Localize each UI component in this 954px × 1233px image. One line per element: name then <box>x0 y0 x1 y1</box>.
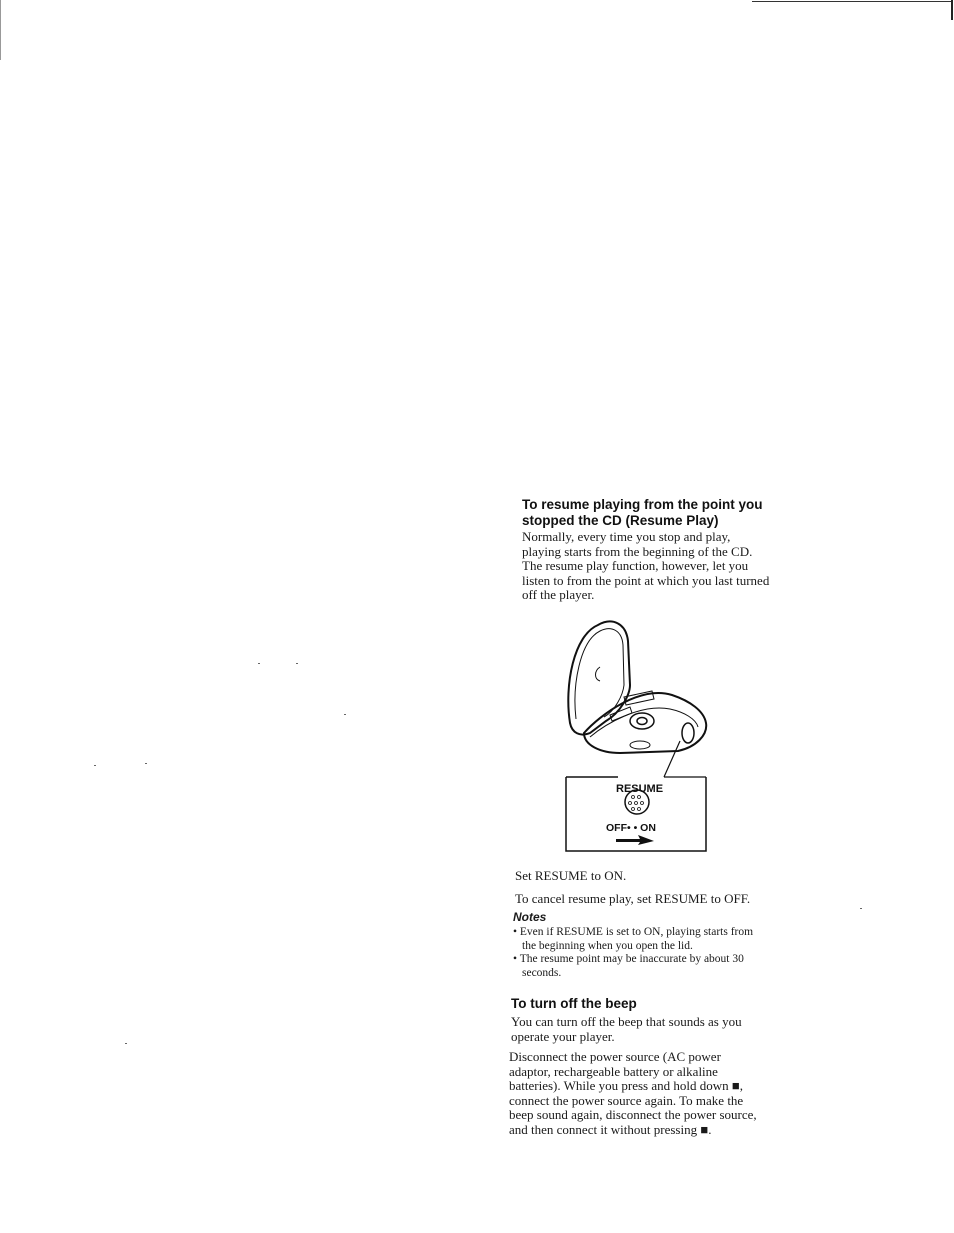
resume-play-description: Normally, every time you stop and play, playing starts from the beginning of the CD. The resume play function, however, let you listen to from the point at which you last turned off the player. <box>522 529 770 602</box>
scan-speck <box>94 765 96 766</box>
cancel-resume-instruction: To cancel resume play, set RESUME to OFF. <box>515 891 751 906</box>
cd-player-illustration <box>560 615 712 855</box>
notes-heading: Notes <box>513 910 547 924</box>
beep-instructions: Disconnect the power source (AC power adaptor, rechargeable battery or alkaline batteries). While you press and hold down ■, connect the power source again. To make the beep sound again, disconnect the power source, and then connect it without pressing ■. <box>509 1049 757 1137</box>
scan-speck <box>145 763 147 764</box>
scan-speck <box>344 714 346 715</box>
list-item: • The resume point may be inaccurate by about 30 seconds. <box>513 953 744 979</box>
notes-list <box>513 926 763 980</box>
set-resume-instruction: Set RESUME to ON. <box>515 868 627 883</box>
arrow-right-icon <box>616 835 654 845</box>
scan-edge-left <box>0 0 1 60</box>
scan-speck <box>125 1043 127 1044</box>
beep-heading: To turn off the beep <box>511 996 637 1011</box>
resume-switch-label: RESUME <box>616 783 664 795</box>
scan-speck <box>860 908 862 909</box>
scan-speck <box>258 663 260 664</box>
cd-player-drawing <box>560 615 712 855</box>
resume-switch-positions: OFF• • ON <box>606 822 656 834</box>
scan-edge-top <box>752 1 952 2</box>
beep-description: You can turn off the beep that sounds as you operate your player. <box>511 1014 742 1044</box>
scan-speck <box>296 663 298 664</box>
list-item: • Even if RESUME is set to ON, playing starts from the beginning when you open the lid. <box>513 926 754 952</box>
resume-play-heading: To resume playing from the point you stopped the CD (Resume Play) <box>522 497 763 528</box>
scan-edge-right <box>951 0 953 20</box>
